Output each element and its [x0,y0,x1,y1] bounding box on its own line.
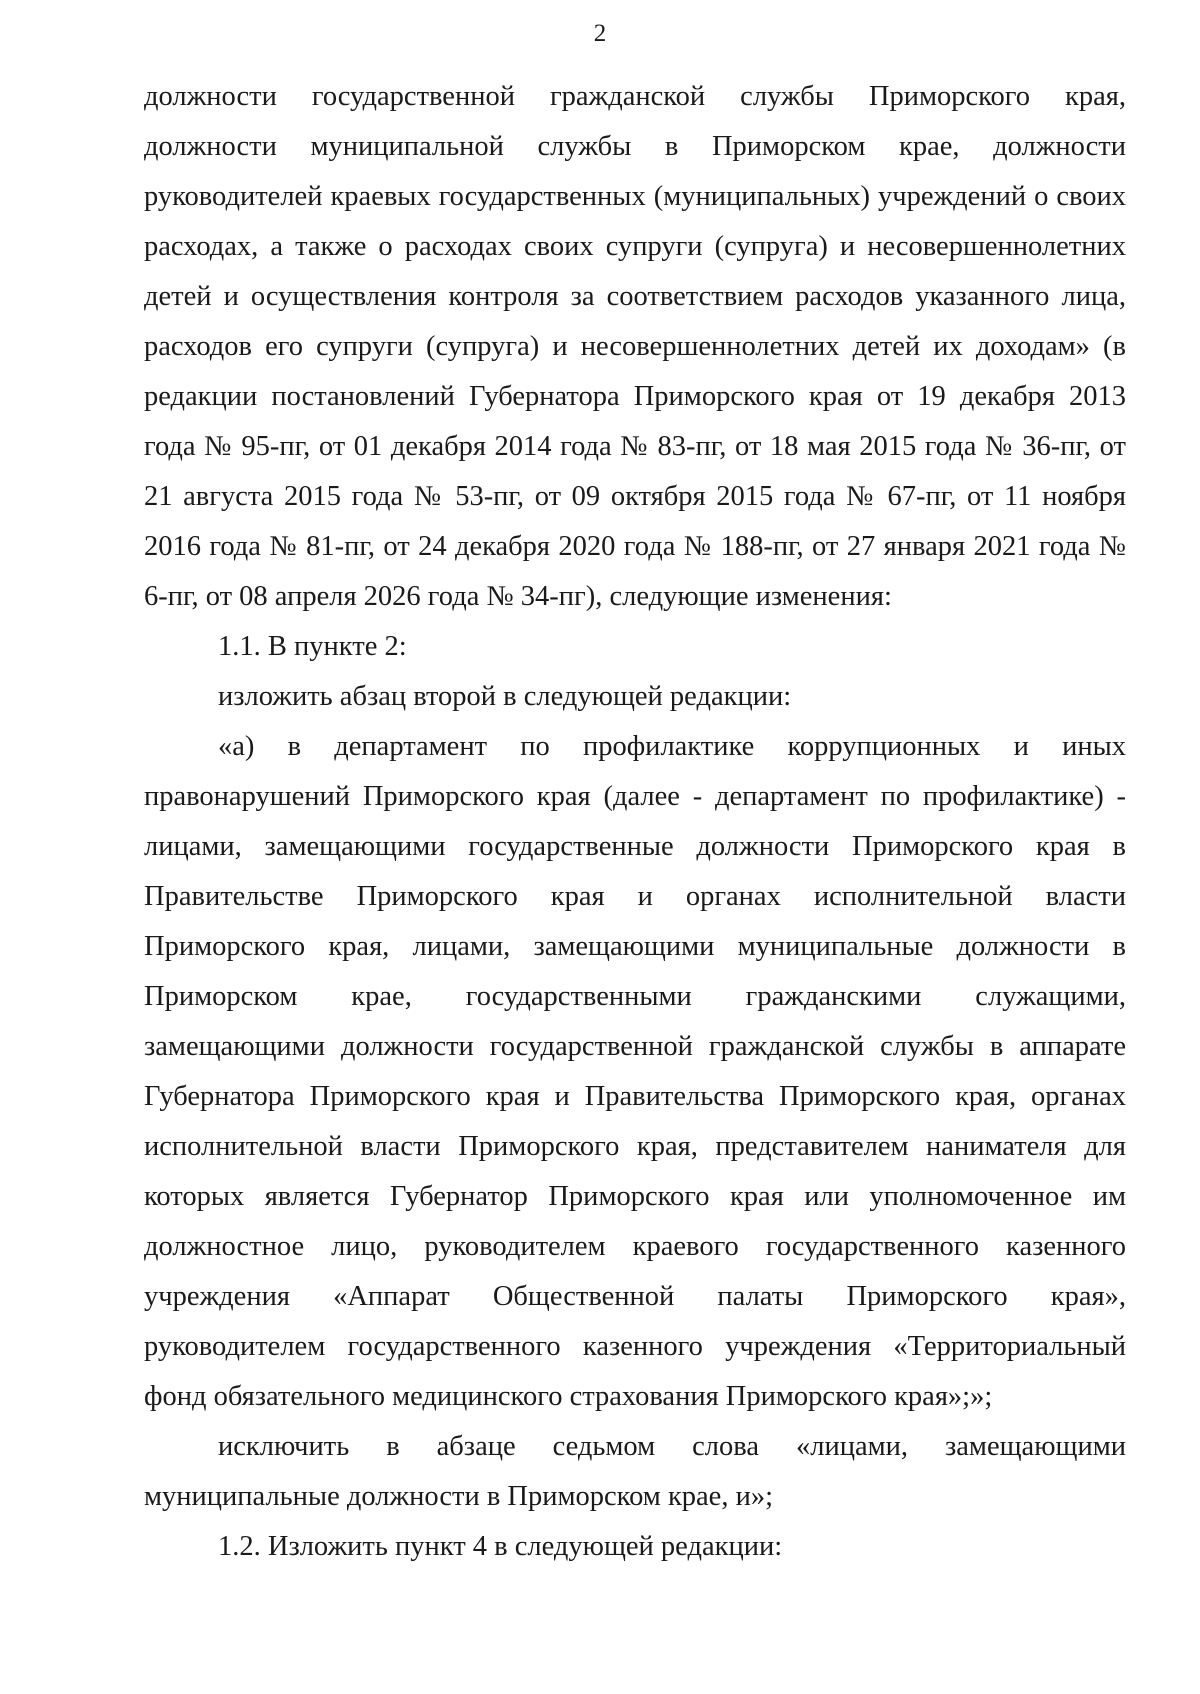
paragraph-clause-1-2: 1.2. Изложить пункт 4 в следующей редакции: [218,1531,783,1562]
paragraph-subclause-a: «а) в департамент по профилактике коррупционных и иных правонарушений Приморского края (далее - департамент по профилактике) - лицами, замещающими государственные должности Приморского края в Правительстве Приморского края и органах исполнительной власти Приморского края, лицами, замещающими муниципальные должности в Приморском крае, государственными гражданскими служащими, замещающими должности государственной гражданской службы в аппарате Губернатора Приморского края и Правительства Приморского края, органах исполнительной власти Приморского края, представителем нанимателя для которых является Губернатор Приморского края или уполномоченное им должностное лицо, руководителем краевого государственного казенного учреждения «Аппарат Общественной палаты Приморского края», руководителем государственного казенного учреждения «Территориальный фонд обязательного медицинского страхования Приморского края»;»; [144,731,1126,1412]
paragraph-instruction: изложить абзац второй в следующей редакции: [218,681,792,712]
paragraph-continuation: должности государственной гражданской службы Приморского края, должности муниципальной службы в Приморском крае, должности руководителей краевых государственных (муниципальных) учреждений о своих расходах, а также о расходах своих супруги (супруга) и несовершеннолетних детей и осуществления контроля за соответствием расходов указанного лица, расходов его супруги (супруга) и несовершеннолетних детей их доходам» (в редакции постановлений Губернатора Приморского края от 19 декабря 2013 года № 95-пг, от 01 декабря 2014 года № 83-пг, от 18 мая 2015 года № 36-пг, от 21 августа 2015 года № 53-пг, от 09 октября 2015 года № 67-пг, от 11 ноября 2016 года № 81-пг, от 24 декабря 2020 года № 188-пг, от 27 января 2021 года № 6-пг, от 08 апреля 2026 года № 34-пг), следующие изменения: [144,81,1126,612]
page-number: 2 [593,20,607,47]
paragraph-clause-1-1: 1.1. В пункте 2: [218,631,407,662]
document-body [144,72,1126,1572]
paragraph-exclusion: исключить в абзаце седьмом слова «лицами, замещающими муниципальные должности в Приморском крае, и»; [144,1431,1126,1512]
